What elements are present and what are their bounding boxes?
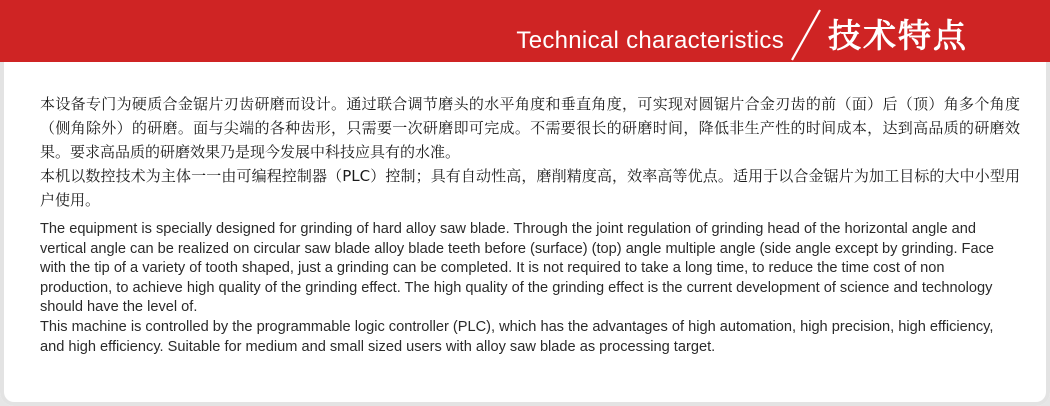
cn-paragraph-2: 本机以数控技术为主体一一由可编程控制器（PLC）控制；具有自动性高，磨削精度高，效率高等优点。适用于以合金锯片为加工目标的大中小型用户使用。: [40, 167, 1020, 209]
en-paragraph-1: The equipment is specially designed for grinding of hard alloy saw blade. Through the joint regulation of grinding head of the horizontal angle and vertical angle can be realized on circular saw blade alloy blade teeth before (surface) (top) angle multiple angle (side angle except by grinding. Face with the tip of a variety of tooth shaped, just a grinding can be completed. It is not required to take a long time, to reduce the time cost of non production, to achieve high quality of the grinding effect. The high quality of the grinding effect is the current development of science and technology should have the level of.: [40, 221, 995, 316]
cn-paragraph-1: 本设备专门为硬质合金锯片刃齿研磨而设计。通过联合调节磨头的水平角度和垂直角度，可实现对圆锯片合金刃齿的前（面）后（顶）角多个角度（侧角除外）的研磨。面与尖端的各种齿形，只需要一次研磨即可完成。不需要很长的研磨时间，降低非生产性的时间成本，达到高品质的研磨效果。要求高品质的研磨效果乃是现今发展中科技应具有的水准。: [40, 95, 1020, 161]
slash-divider: [786, 8, 826, 62]
en-paragraph-2: This machine is controlled by the programmable logic controller (PLC), which has the advantages of high automation, high precision, high efficiency, and high efficiency. Suitable for medium and small sized users with alloy saw blade as processing target.: [40, 318, 994, 355]
header-title-en: Technical characteristics: [516, 27, 784, 54]
en-description: [40, 220, 1020, 357]
header-banner: [0, 0, 1050, 62]
description-body: [40, 92, 1020, 357]
header-title-cn: 技术特点: [828, 16, 968, 55]
